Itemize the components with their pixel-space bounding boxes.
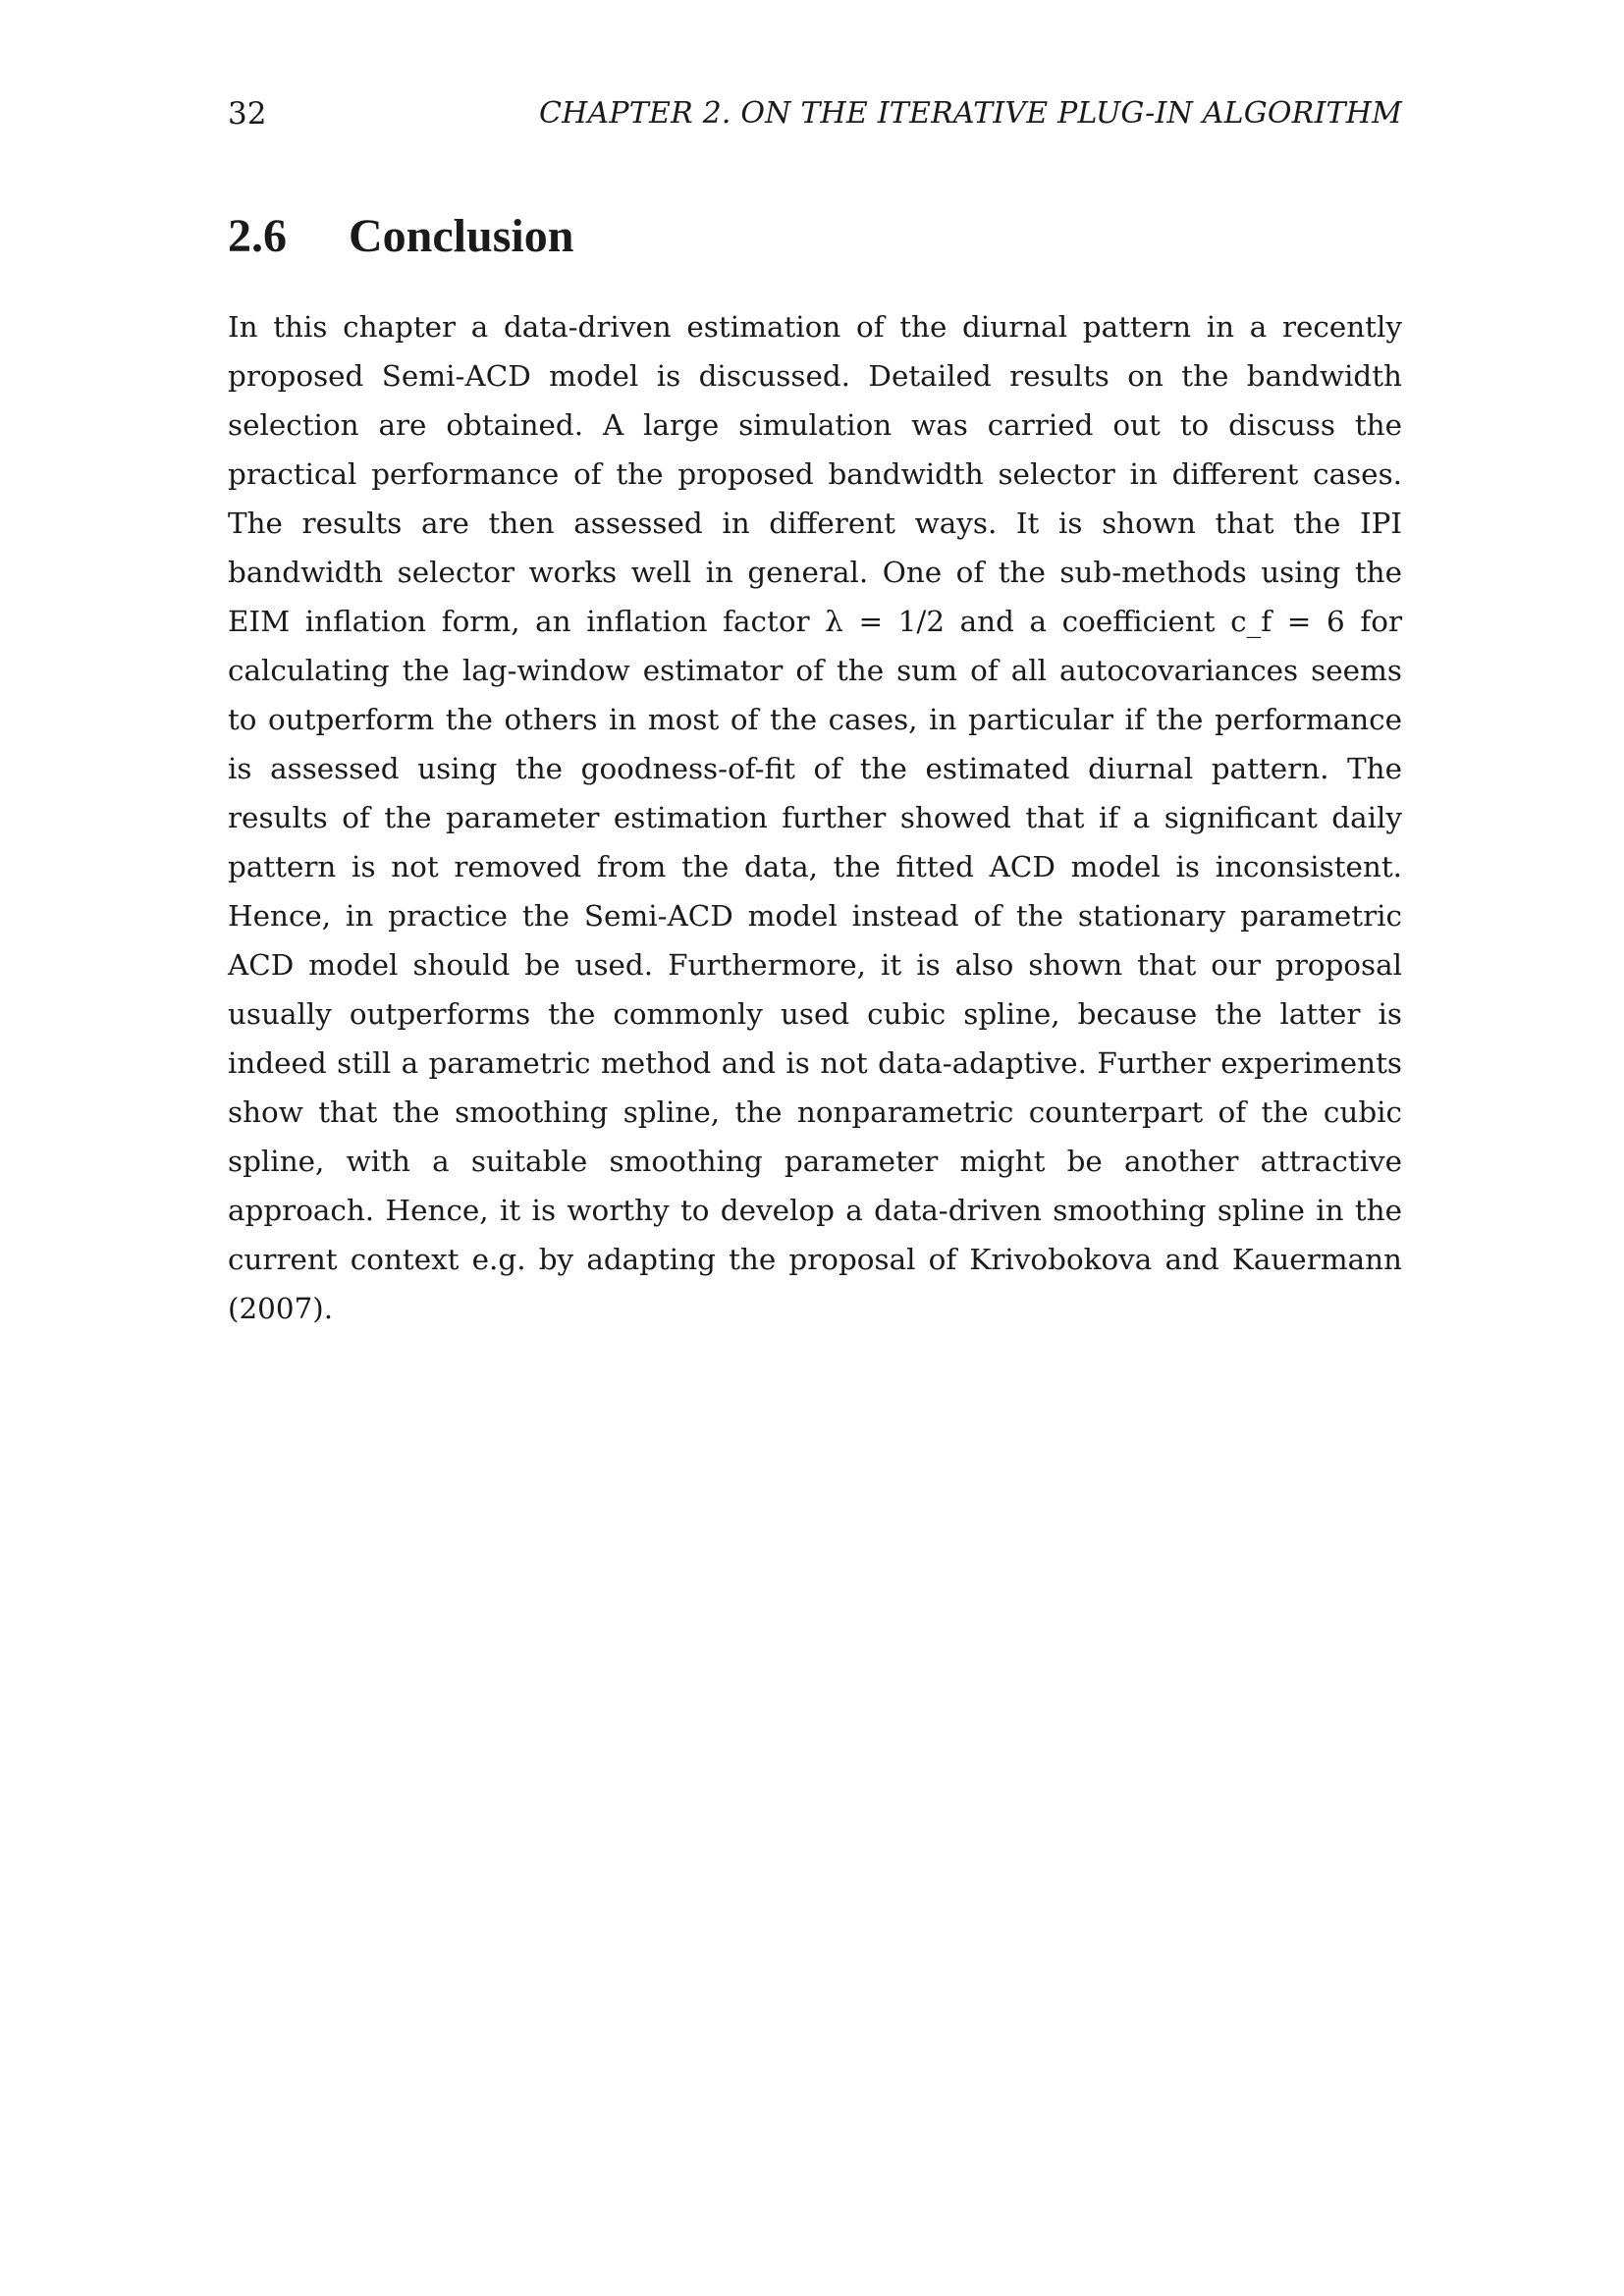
conclusion-paragraph: In this chapter a data-driven estimation of the diurnal pattern in a recently proposed Semi-ACD model is discussed. Detailed results on the bandwidth selection are obtained. A large simulation was carried out to discuss the practical performance of the proposed bandwidth selector in different cases. The results are then assessed in different ways. It is shown that the IPI bandwidth selector works well in general. One of the sub-methods using the EIM inflation form, an inflation factor λ = 1/2 and a coefficient c_f = 6 for calculating the lag-window estimator of the sum of all autocovariances seems to outperform the others in most of the cases, in particular if the performance is assessed using the goodness-of-fit of the estimated diurnal pattern. The results of the parameter estimation further showed that if a significant daily pattern is not removed from the data, the fitted ACD model is inconsistent. Hence, in practice the Semi-ACD model instead of the stationary parametric ACD model should be used. Furthermore, it is also shown that our proposal usually outperforms the commonly used cubic spline, because the latter is indeed still a parametric method and is not data-adaptive. Further experiments show that the smoothing spline, the nonparametric counterpart of the cubic spline, with a suitable smoothing parameter might be another attractive approach. Hence, it is worthy to develop a data-driven smoothing spline in the current context e.g. by adapting the proposal of Krivobokova and Kauermann (2007). bbox=[228, 310, 1402, 1325]
running-head bbox=[228, 90, 1402, 137]
conclusion-section bbox=[228, 204, 1402, 1362]
section-number: 2.6 bbox=[228, 210, 287, 262]
section-title: Conclusion bbox=[349, 210, 574, 262]
page-number: 32 bbox=[228, 96, 267, 132]
chapter-heading: CHAPTER 2. ON THE ITERATIVE PLUG-IN ALGORITHM bbox=[539, 96, 1402, 131]
section-heading bbox=[228, 204, 1402, 269]
